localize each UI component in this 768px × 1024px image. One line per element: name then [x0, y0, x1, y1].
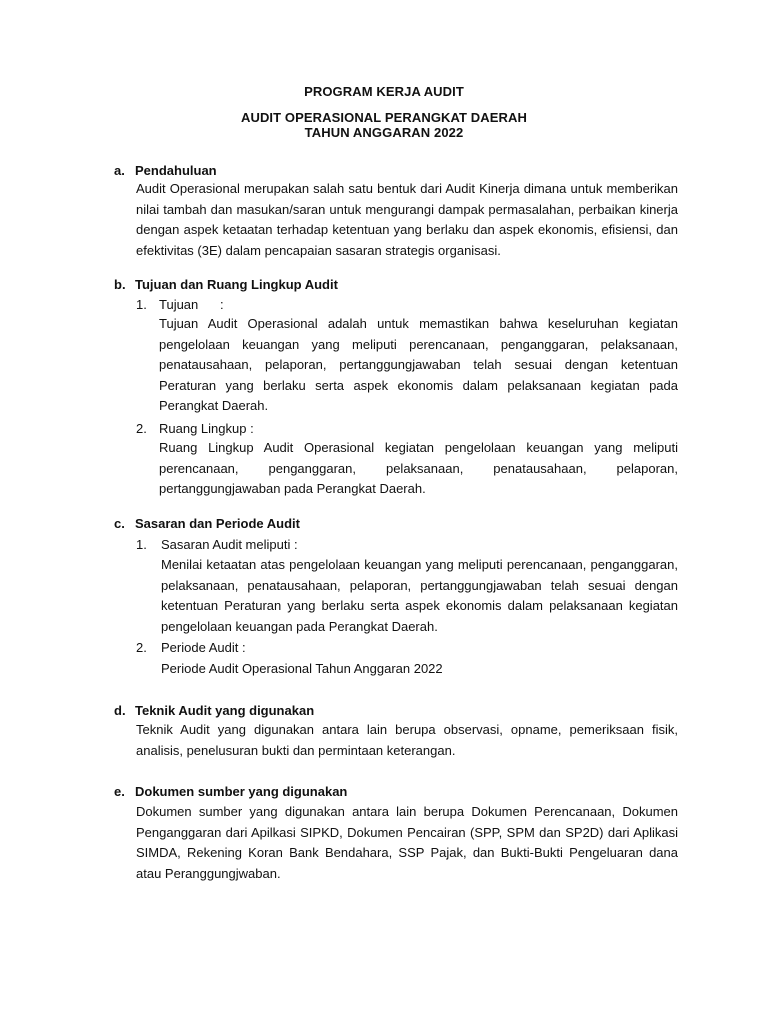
section-c-item-2-number: 2.	[136, 640, 147, 655]
document-subtitle-1: AUDIT OPERASIONAL PERANGKAT DAERAH	[240, 110, 528, 125]
section-e-title: Dokumen sumber yang digunakan	[135, 784, 348, 799]
section-a-title: Pendahuluan	[135, 163, 217, 178]
section-c-item-1-label: Sasaran Audit meliputi :	[161, 537, 298, 552]
section-b-heading	[114, 277, 338, 292]
section-b-item-1-heading	[136, 297, 224, 312]
section-d-letter: d.	[114, 703, 126, 718]
section-b-title: Tujuan dan Ruang Lingkup Audit	[135, 277, 338, 292]
section-a-letter: a.	[114, 163, 125, 178]
section-c-item-2-label: Periode Audit :	[161, 640, 246, 655]
section-b-item-1-label: Tujuan :	[159, 297, 224, 312]
section-b-item-2-body: Ruang Lingkup Audit Operasional kegiatan pengelolaan keuangan yang meliputi perencanaan, penganggaran, pelaksanaan, penatausahaan, pelaporan, pertanggungjawaban pada Perangkat Daerah.	[159, 440, 678, 497]
section-b-item-2-number: 2.	[136, 421, 147, 436]
section-c-item-1-heading	[136, 537, 298, 552]
section-e-heading	[114, 784, 347, 799]
section-c-item-1-body: Menilai ketaatan atas pengelolaan keuangan yang meliputi perencanaan, penganggaran, pelaksanaan, penatausahaan, pelaporan, pertanggungjawaban telah sesuai dengan ketentuan Peraturan yang berlaku serta aspek ekonomis dalam pelaksanaan kegiatan pengelolaan keuangan pada Perangkat Daerah.	[161, 557, 678, 634]
section-e-body: Dokumen sumber yang digunakan antara lain berupa Dokumen Perencanaan, Dokumen Penganggaran dari Apilkasi SIPKD, Dokumen Pencairan (SPP, SPM dan SP2D) dari Aplikasi SIMDA, Rekening Koran Bank Bendahara, SSP Pajak, dan Bukti-Bukti Pengeluaran dana atau Peranggungjwaban.	[136, 804, 678, 881]
section-d-title: Teknik Audit yang digunakan	[135, 703, 315, 718]
section-d-heading	[114, 703, 314, 718]
section-c-heading	[114, 516, 300, 531]
section-c-title: Sasaran dan Periode Audit	[135, 516, 300, 531]
section-a-heading	[114, 163, 217, 178]
section-e-letter: e.	[114, 784, 125, 799]
section-d-body: Teknik Audit yang digunakan antara lain berupa observasi, opname, pemeriksaan fisik, analisis, penelusuran bukti dan permintaan keterangan.	[136, 722, 678, 758]
section-c-item-2-body: Periode Audit Operasional Tahun Anggaran 2022	[161, 661, 443, 676]
section-b-item-1-body: Tujuan Audit Operasional adalah untuk memastikan bahwa keseluruhan kegiatan pengelolaan keuangan yang meliputi perencanaan, penganggaran, pelaksanaan, penatausahaan, pelaporan, pertanggungjawaban telah sesuai dengan ketentuan Peraturan yang berlaku serta aspek ekonomis dalam pelaksanaan kegiatan pada Perangkat Daerah.	[159, 316, 678, 414]
section-b-item-2-label: Ruang Lingkup :	[159, 421, 254, 436]
section-a-body: Audit Operasional merupakan salah satu bentuk dari Audit Kinerja dimana untuk memberikan nilai tambah dan masukan/saran untuk mengurangi dampak permasalahan, perbaikan kinerja dengan aspek ketaatan terhadap ketentuan yang berlaku dan aspek ekonomis, efisiensi, dan efektivitas (3E) dalam pencapaian sasaran strategis organisasi.	[136, 181, 678, 258]
section-c-item-1-number: 1.	[136, 537, 147, 552]
section-c-item-2-heading	[136, 640, 246, 655]
section-b-letter: b.	[114, 277, 126, 292]
document-subtitle-2: TAHUN ANGGARAN 2022	[304, 125, 464, 140]
section-c-letter: c.	[114, 516, 125, 531]
section-b-item-1-number: 1.	[136, 297, 147, 312]
document-title: PROGRAM KERJA AUDIT	[304, 84, 464, 99]
section-b-item-2-heading	[136, 421, 254, 436]
